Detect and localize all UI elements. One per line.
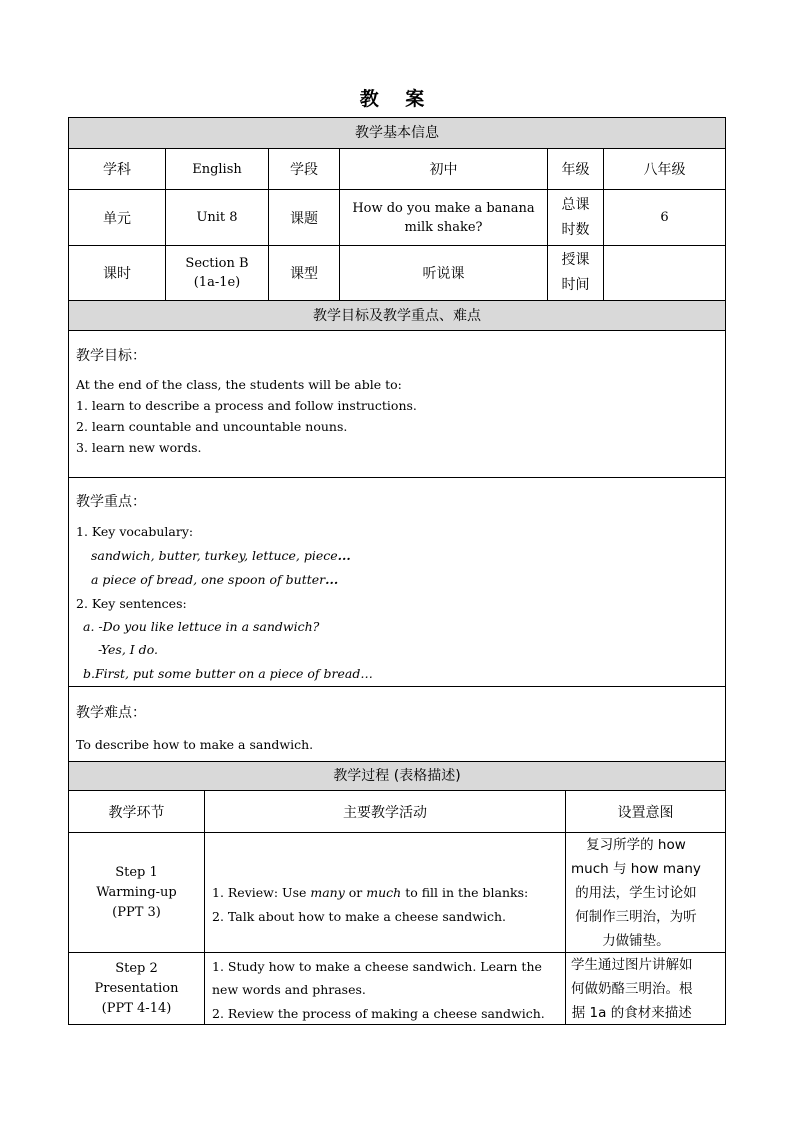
step-2-activity-1-line-2: new words and phrases. <box>212 982 366 997</box>
stage-value: 初中 <box>340 149 548 190</box>
purpose-line: 力做铺垫。 <box>602 933 670 949</box>
period-line-2: (1a-1e) <box>193 275 241 290</box>
step-1-purpose-text <box>571 833 701 953</box>
col-header-activities: 主要教学活动 <box>205 791 566 833</box>
purpose-line: much 与 how many <box>571 861 701 877</box>
teaching-time-label-line-2: 时间 <box>561 277 590 293</box>
key-vocabulary-title: 1. Key vocabulary: <box>76 524 194 539</box>
key-sentence-a-reply: -Yes, I do. <box>98 642 158 657</box>
topic-line-1: How do you make a banana <box>352 200 535 216</box>
activity-keyword-much: much <box>366 885 402 900</box>
section-header-process: 教学过程 (表格描述) <box>69 762 725 791</box>
step-2-stage <box>69 953 205 1024</box>
teaching-goals-heading: 教学目标： <box>76 348 146 364</box>
step-2-name: Presentation <box>94 980 179 996</box>
key-points-heading: 教学重点： <box>76 494 146 510</box>
grade-value: 八年级 <box>604 149 725 190</box>
key-sentences-title: 2. Key sentences: <box>76 596 187 611</box>
difficulties-heading: 教学难点： <box>76 705 146 721</box>
key-sentence-b: b.First, put some butter on a piece of bread… <box>83 666 373 681</box>
step-2-activity-1-line-1: 1. Study how to make a cheese sandwich. Learn the <box>212 959 542 974</box>
grade-label: 年级 <box>548 149 604 190</box>
teaching-goals-block <box>69 331 725 478</box>
step-2-number: Step 2 <box>115 960 158 976</box>
teaching-time-label <box>548 246 604 301</box>
period-label: 课时 <box>69 246 166 301</box>
unit-value: Unit 8 <box>166 190 269 246</box>
step-2-activity-2: 2. Review the process of making a cheese sandwich. <box>212 1006 545 1021</box>
step-1-stage <box>69 833 205 953</box>
topic-value <box>340 190 548 246</box>
teaching-time-label-line-1: 授课 <box>561 252 590 268</box>
goals-line: 1. learn to describe a process and follow instructions. <box>76 398 417 413</box>
vocab-words: sandwich, butter, turkey, lettuce, piece <box>91 548 338 563</box>
total-hours-label <box>548 190 604 246</box>
key-vocabulary-line-2 <box>91 572 338 587</box>
key-sentence-a: a. -Do you like lettuce in a sandwich? <box>83 619 320 634</box>
goals-line: At the end of the class, the students will be able to: <box>76 377 402 392</box>
step-1-ppt: (PPT 3) <box>112 904 161 920</box>
class-type-value: 听说课 <box>340 246 548 301</box>
lesson-plan-table <box>68 117 726 1025</box>
document-title: 教 案 <box>359 88 435 110</box>
step-1-name: Warming-up <box>96 884 177 900</box>
stage-label: 学段 <box>269 149 340 190</box>
subject-label: 学科 <box>69 149 166 190</box>
purpose-line: 何制作三明治，为听 <box>575 909 697 925</box>
topic-line-2: milk shake? <box>404 219 483 235</box>
purpose-line: 何做奶酪三明治。根 <box>571 981 693 997</box>
goals-line: 2. learn countable and uncountable nouns. <box>76 419 348 434</box>
period-line-1: Section B <box>185 256 249 271</box>
step-1-number: Step 1 <box>115 864 158 880</box>
activity-text: 1. Review: Use <box>212 885 311 900</box>
vocab-phrases: a piece of bread, one spoon of butter <box>91 572 326 587</box>
purpose-line: 复习所学的 how <box>586 837 686 853</box>
total-hours-value: 6 <box>604 190 725 246</box>
step-1-activity-1 <box>212 885 528 900</box>
total-hours-label-line-2: 时数 <box>561 221 590 238</box>
goals-line: 3. learn new words. <box>76 440 202 455</box>
step-1-activities <box>205 833 566 953</box>
step-2-activities <box>205 953 566 1024</box>
unit-label: 单元 <box>69 190 166 246</box>
vocab-ellipsis: ... <box>325 572 339 587</box>
step-2-ppt: (PPT 4-14) <box>101 1000 172 1016</box>
class-type-label: 课型 <box>269 246 340 301</box>
step-1-activity-2: 2. Talk about how to make a cheese sandwich. <box>212 909 507 924</box>
vocab-ellipsis: ... <box>337 548 351 563</box>
purpose-line: 的用法，学生讨论如 <box>575 885 697 901</box>
step-1-purpose <box>566 833 725 953</box>
topic-label: 课题 <box>269 190 340 246</box>
activity-text: to fill in the blanks: <box>401 885 529 900</box>
subject-value: English <box>166 149 269 190</box>
col-header-stage: 教学环节 <box>69 791 205 833</box>
activity-keyword-many: many <box>310 885 345 900</box>
teaching-time-value <box>604 246 725 301</box>
purpose-line: 据 1a 的食材来描述 <box>571 1005 692 1021</box>
difficulties-line: To describe how to make a sandwich. <box>76 737 314 752</box>
step-2-purpose-text <box>571 953 693 1025</box>
period-value <box>166 246 269 301</box>
section-header-goals: 教学目标及教学重点、难点 <box>69 301 725 331</box>
step-2-purpose <box>566 953 725 1024</box>
key-vocabulary-line-1 <box>91 548 351 563</box>
total-hours-label-line-1: 总课 <box>561 196 590 213</box>
key-points-block <box>69 478 725 687</box>
col-header-purpose: 设置意图 <box>566 791 725 833</box>
purpose-line: 学生通过图片讲解如 <box>571 957 693 973</box>
difficulties-block <box>69 687 725 762</box>
activity-text: or <box>344 885 367 900</box>
section-header-basic-info: 教学基本信息 <box>69 118 725 149</box>
